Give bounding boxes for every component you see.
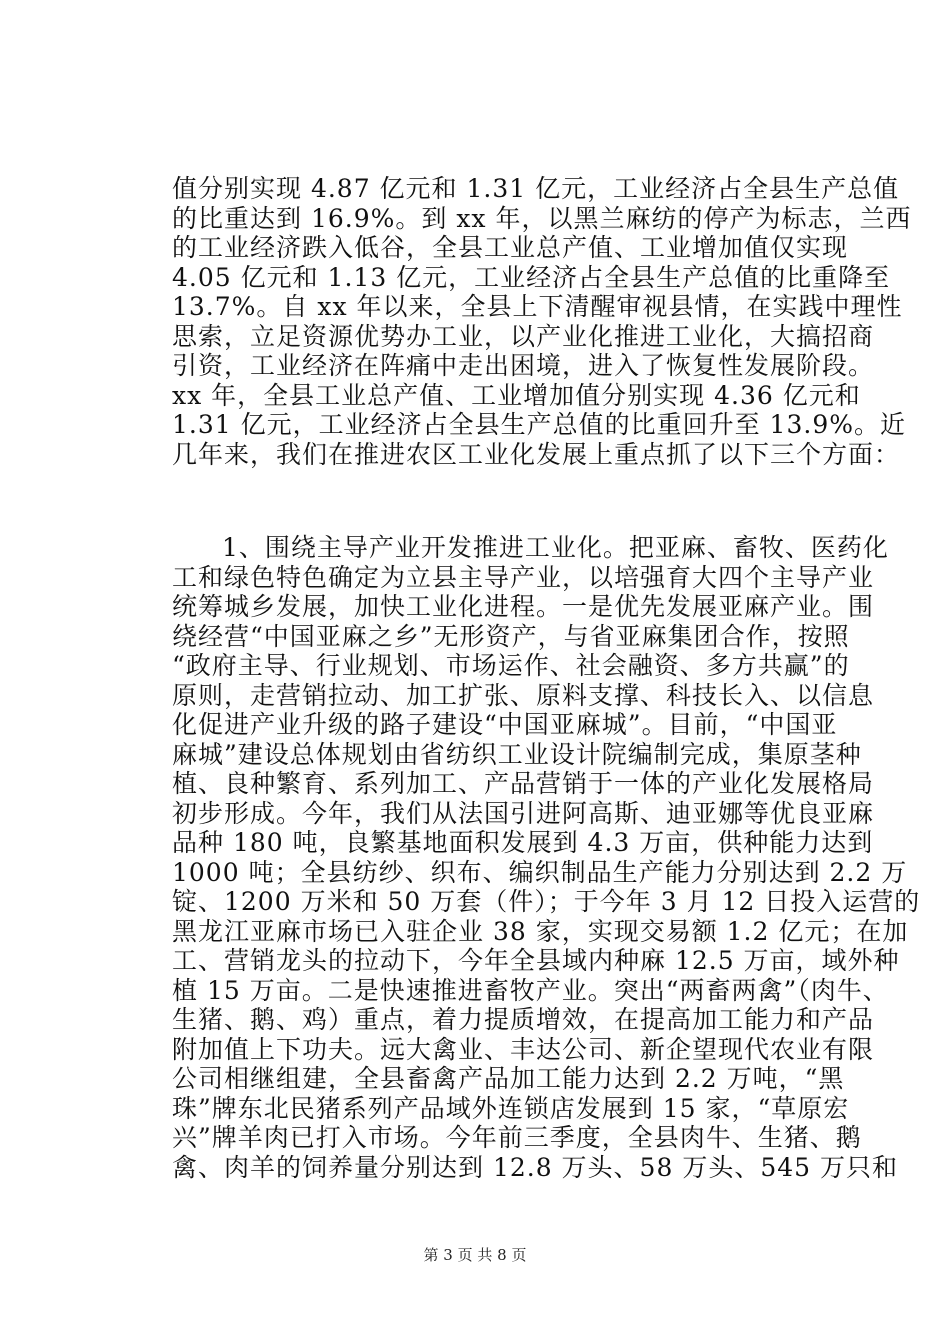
text-line: 生猪、鹅、鸡）重点，着力提质增效，在提高加工能力和产品 — [172, 1005, 875, 1034]
text-line: 植 15 万亩。二是快速推进畜牧产业。突出“两畜两禽”（肉牛、 — [172, 976, 889, 1005]
text-line: 麻城”建设总体规划由省纺织工业设计院编制完成，集原茎种 — [172, 740, 862, 769]
text-line: 绕经营“中国亚麻之乡”无形资产，与省亚麻集团合作，按照 — [172, 622, 850, 651]
text-line: 品种 180 吨，良繁基地面积发展到 4.3 万亩，供种能力达到 — [172, 828, 874, 857]
text-line: 工、营销龙头的拉动下，今年全县域内种麻 12.5 万亩，域外种 — [172, 946, 900, 975]
text-line: 附加值上下功夫。远大禽业、丰达公司、新企望现代农业有限 — [172, 1035, 875, 1064]
text-line: 珠”牌东北民猪系列产品域外连锁店发展到 15 家，“草原宏 — [172, 1094, 850, 1123]
text-line: 几年来，我们在推进农区工业化发展上重点抓了以下三个方面： — [172, 440, 901, 469]
text-line: 工和绿色特色确定为立县主导产业，以培强育大四个主导产业 — [172, 563, 875, 592]
text-line: 原则，走营销拉动、加工扩张、原料支撑、科技长入、以信息 — [172, 681, 875, 710]
text-line: “政府主导、行业规划、市场运作、社会融资、多方共赢”的 — [172, 651, 850, 680]
text-line: 统筹城乡发展，加快工业化进程。一是优先发展亚麻产业。围 — [172, 592, 875, 621]
text-line: 13.7%。自 xx 年以来，全县上下清醒审视县情，在实践中理性 — [172, 292, 903, 321]
page-footer: 第 3 页 共 8 页 — [423, 1246, 527, 1264]
text-line: 公司相继组建，全县畜禽产品加工能力达到 2.2 万吨，“黑 — [172, 1064, 845, 1093]
text-line: xx 年，全县工业总产值、工业增加值分别实现 4.36 亿元和 — [172, 381, 861, 410]
text-line: 锭、1200 万米和 50 万套（件）；于今年 3 月 12 日投入运营的 — [172, 887, 921, 916]
text-line: 1.31 亿元，工业经济占全县生产总值的比重回升至 13.9%。近 — [172, 410, 906, 439]
text-line: 化促进产业升级的路子建设“中国亚麻城”。目前，“中国亚 — [172, 710, 838, 739]
text-line: 思索，立足资源优势办工业，以产业化推进工业化，大搞招商 — [172, 322, 875, 351]
text-line: 植、良种繁育、系列加工、产品营销于一体的产业化发展格局 — [172, 769, 875, 798]
text-line: 的比重达到 16.9%。到 xx 年，以黑兰麻纺的停产为标志，兰西 — [172, 204, 912, 233]
text-line: 4.05 亿元和 1.13 亿元，工业经济占全县生产总值的比重降至 — [172, 263, 891, 292]
text-line: 引资，工业经济在阵痛中走出困境，进入了恢复性发展阶段。 — [172, 351, 875, 380]
text-line: 初步形成。今年，我们从法国引进阿高斯、迪亚娜等优良亚麻 — [172, 799, 875, 828]
text-line: 1000 吨；全县纺纱、织布、编织制品生产能力分别达到 2.2 万 — [172, 858, 908, 887]
text-line: 禽、肉羊的饲养量分别达到 12.8 万头、58 万头、545 万只和 — [172, 1153, 898, 1182]
text-line: 的工业经济跌入低谷，全县工业总产值、工业增加值仅实现 — [172, 233, 849, 262]
text-line: 1、围绕主导产业开发推进工业化。把亚麻、畜牧、医药化 — [222, 533, 889, 562]
text-line: 值分别实现 4.87 亿元和 1.31 亿元，工业经济占全县生产总值 — [172, 174, 900, 203]
text-line: 兴”牌羊肉已打入市场。今年前三季度，全县肉牛、生猪、鹅 — [172, 1123, 862, 1152]
text-line: 黑龙江亚麻市场已入驻企业 38 家，实现交易额 1.2 亿元；在加 — [172, 917, 909, 946]
